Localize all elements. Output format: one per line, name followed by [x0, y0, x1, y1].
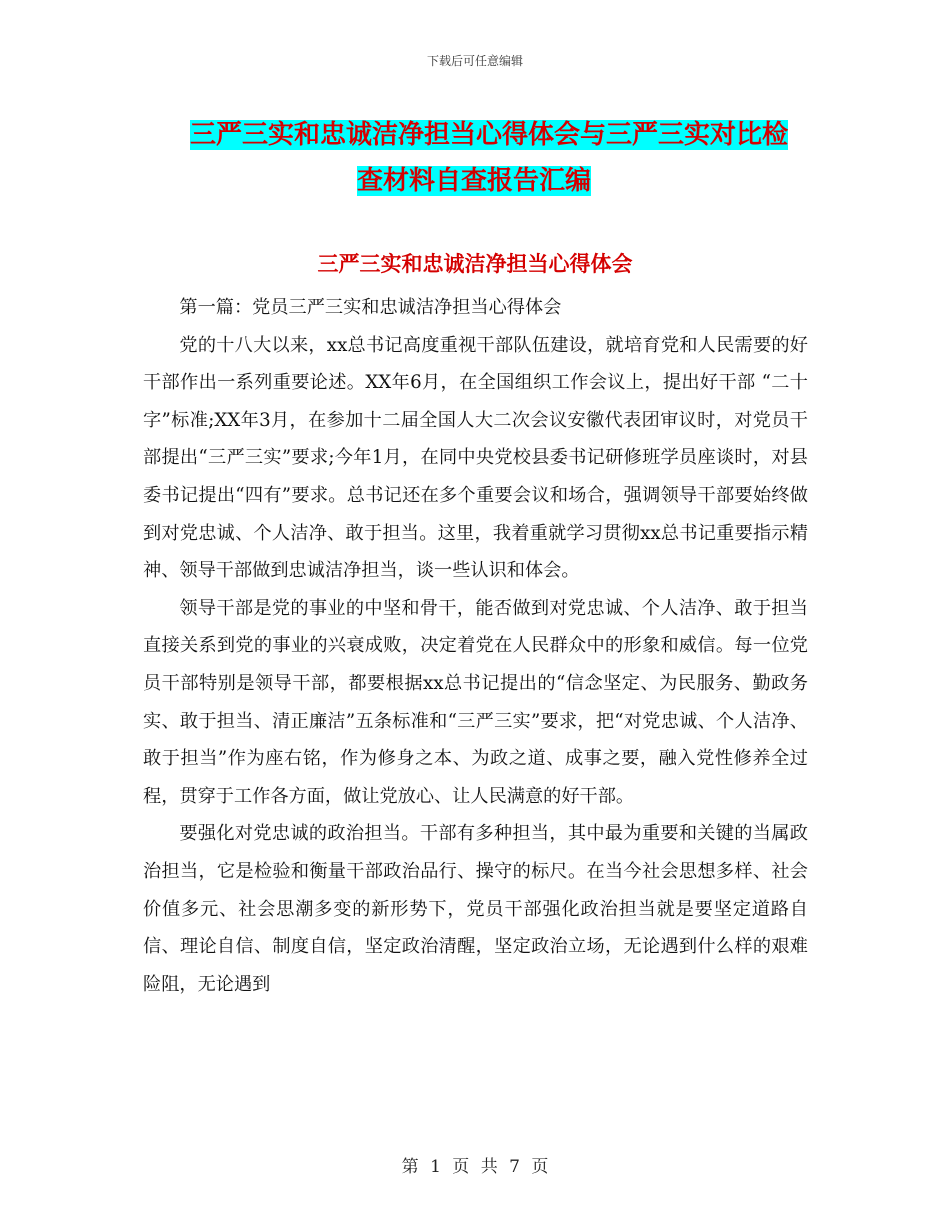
page-number: 第 1 页 共 7 页	[401, 1157, 549, 1177]
paragraph: 党的十八大以来，xx总书记高度重视干部队伍建设，就培育党和人民需要的好干部作出一系列重要论述。XX年6月，在全国组织工作会议上，提出好干部 “二十字”标准;XX年3月，在参加十二届全国人大二次会议安徽代表团审议时，对党员干部提出“三严三实”要求;今年1月，在同中央党校县委书记研修班学员座谈时，对县委书记提出“四有”要求。总书记还在多个重要会议和场合，强调领导干部要始终做到对党忠诚、个人洁净、敢于担当。这里，我着重就学习贯彻xx总书记重要指示精神、领导干部做到忠诚洁净担当，谈一些认识和体会。	[143, 334, 808, 582]
title-line-1: 三严三实和忠诚洁净担当心得体会与三严三实对比检	[190, 120, 789, 150]
header-note: 下载后可任意编辑	[426, 54, 523, 68]
paragraph-chapter-heading: 第一篇：党员三严三实和忠诚洁净担当心得体会	[179, 297, 562, 318]
document-title	[190, 112, 805, 204]
paragraph: 要强化对党忠诚的政治担当。干部有多种担当，其中最为重要和关键的当属政治担当，它是检验和衡量干部政治品行、操守的标尺。在当今社会思想多样、社会价值多元、社会思潮多变的新形势下，党员干部强化政治担当就是要坚定道路自信、理论自信、制度自信，坚定政治清醒，坚定政治立场，无论遇到什么样的艰难险阻，无论遇到	[143, 823, 808, 995]
title-line-2: 查材料自查报告汇编	[357, 166, 592, 196]
section-title: 三严三实和忠诚洁净担当心得体会	[317, 252, 633, 276]
document-body	[143, 289, 808, 1003]
paragraph: 领导干部是党的事业的中坚和骨干，能否做到对党忠诚、个人洁净、敢于担当直接关系到党的事业的兴衰成败，决定着党在人民群众中的形象和威信。每一位党员干部特别是领导干部，都要根据xx总书记提出的“信念坚定、为民服务、勤政务实、敢于担当、清正廉洁”五条标准和“三严三实”要求，把“对党忠诚、个人洁净、敢于担当”作为座右铭，作为修身之本、为政之道、成事之要，融入党性修养全过程，贯穿于工作各方面，做让党放心、让人民满意的好干部。	[143, 597, 808, 807]
